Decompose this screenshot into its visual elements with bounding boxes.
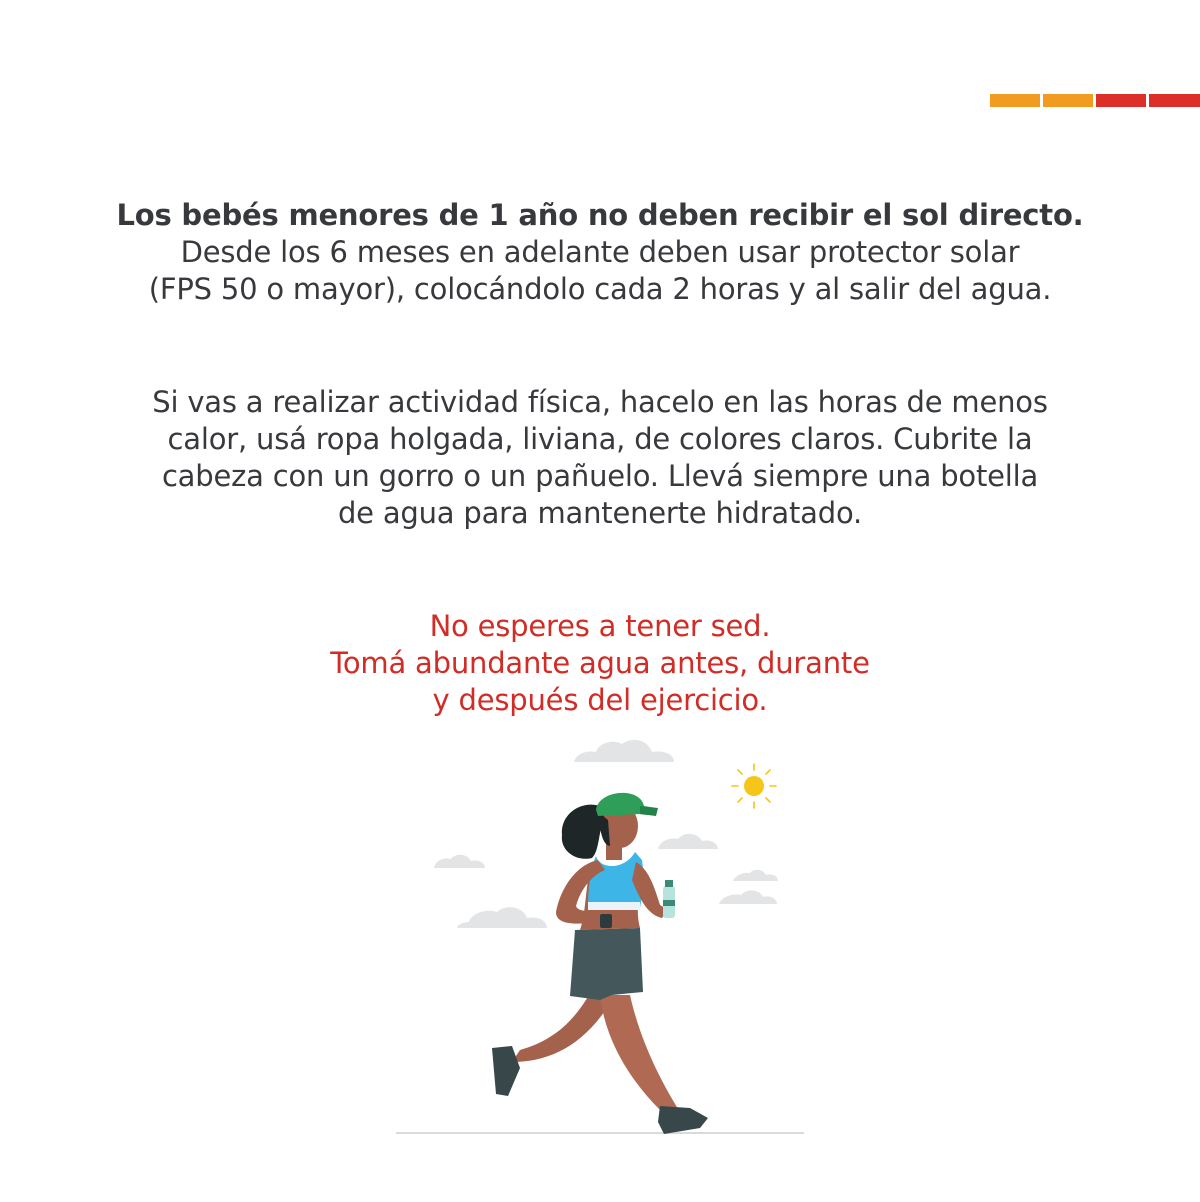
cloud-icon <box>574 740 674 762</box>
cloud-icon <box>719 890 777 904</box>
stripe-orange-1 <box>990 94 1040 107</box>
paragraph-physical-activity <box>0 384 1200 532</box>
cloud-icon <box>733 870 778 881</box>
activity-line-3: cabeza con un gorro o un pañuelo. Llevá siempre una botella <box>161 459 1039 493</box>
hydration-line-3: y después del ejercicio. <box>432 683 768 717</box>
hydration-line-2: Tomá abundante agua antes, durante <box>330 646 870 680</box>
stripe-red-2 <box>1149 94 1200 107</box>
sun-icon <box>732 764 776 808</box>
activity-line-4: de agua para mantenerte hidratado. <box>337 496 863 530</box>
stripe-orange-2 <box>1043 94 1093 107</box>
paragraph-hydration <box>0 608 1200 719</box>
stripe-red-1 <box>1096 94 1146 107</box>
runner-illustration <box>380 730 820 1140</box>
activity-line-2: calor, usá ropa holgada, liviana, de colores claros. Cubrite la <box>167 422 1033 456</box>
sunscreen-line-1: Desde los 6 meses en adelante deben usar protector solar <box>180 235 1020 269</box>
activity-line-1: Si vas a realizar actividad física, hacelo en las horas de menos <box>152 385 1048 419</box>
cloud-icon <box>430 855 485 868</box>
cloud-icon <box>658 834 718 849</box>
cloud-icon <box>457 907 547 928</box>
babies-warning-heading: Los bebés menores de 1 año no deben recibir el sol directo. <box>116 198 1084 232</box>
water-bottle-icon <box>663 880 675 918</box>
hydration-line-1: No esperes a tener sed. <box>429 609 771 643</box>
paragraph-babies-sun <box>0 197 1200 308</box>
sunscreen-line-2: (FPS 50 o mayor), colocándolo cada 2 horas y al salir del agua. <box>148 272 1052 306</box>
